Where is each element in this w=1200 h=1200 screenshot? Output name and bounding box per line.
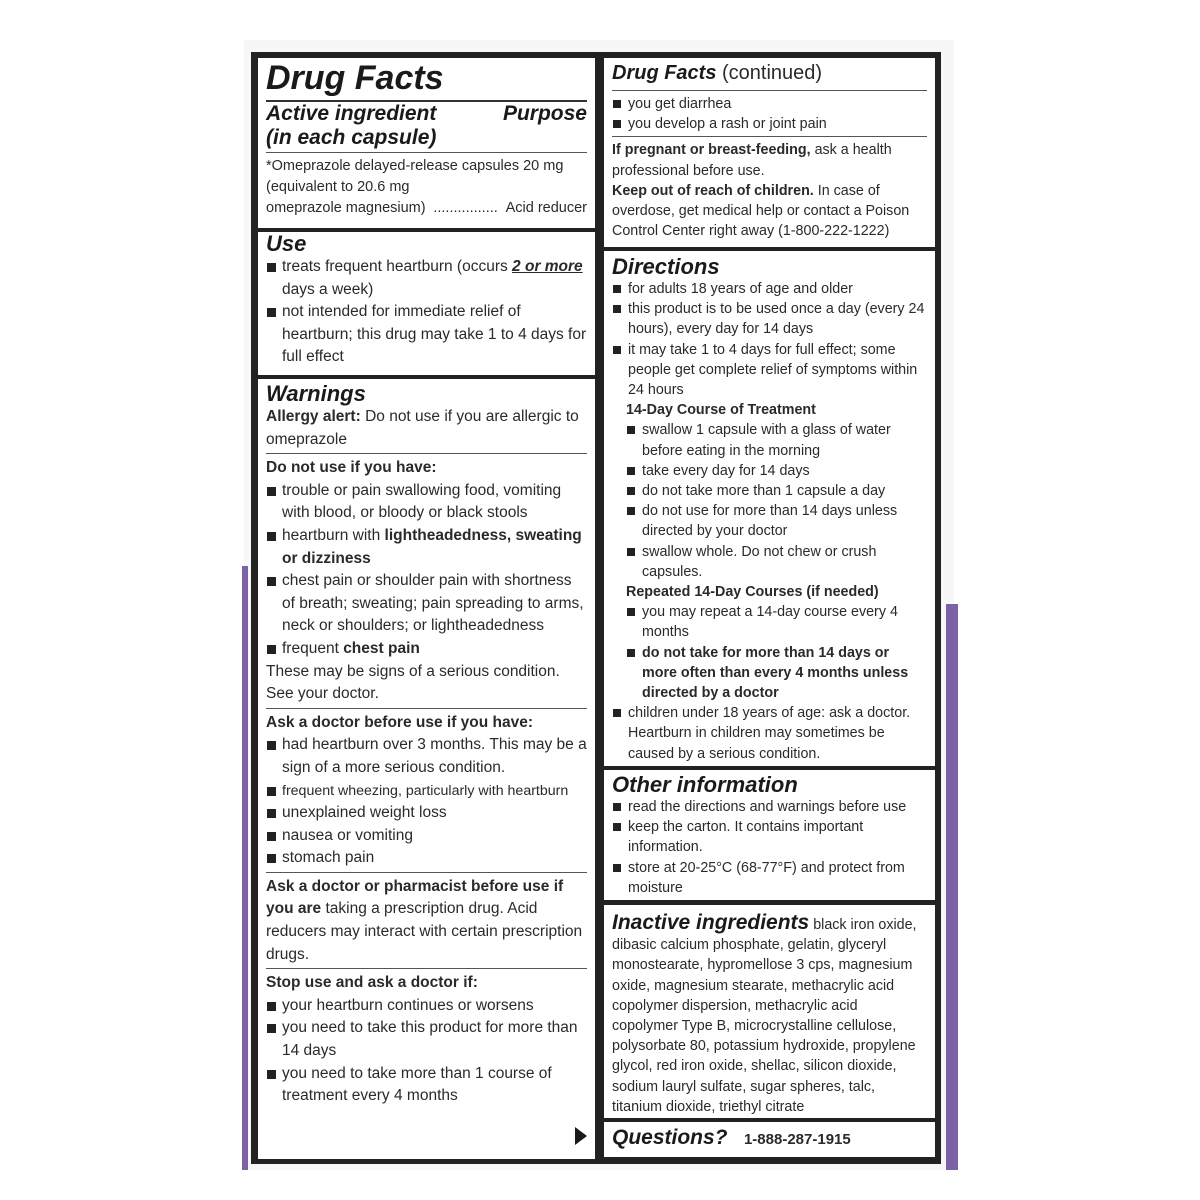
list-item: do not take for more than 14 days or more often than every 4 months unless directed by a doctor	[626, 643, 927, 704]
active-ingredient-text: *Omeprazole delayed-release capsules 20 mg (equivalent to 20.6 mg omeprazole magnesium) ................ Acid reducer	[266, 156, 587, 219]
questions-phone: 1-888-287-1915	[743, 1131, 851, 1148]
keep-out-of-reach: Keep out of reach of children. In case of overdose, get medical help or contact a Poison Control Center right away (1-800-222-1222)	[612, 182, 910, 240]
list-item: children under 18 years of age: ask a doctor. Heartburn in children may sometimes be caused by a serious condition.	[612, 703, 927, 764]
use-list	[266, 256, 587, 369]
list-item: you develop a rash or joint pain	[612, 114, 927, 134]
list-item: frequent wheezing, particularly with heartburn	[266, 780, 587, 803]
divider	[612, 136, 927, 137]
list-item: nausea or vomiting	[266, 825, 587, 848]
directions-list	[612, 279, 927, 764]
continued-title: Drug Facts (continued)	[612, 62, 823, 84]
list-item: store at 20-25°C (68-77°F) and protect from moisture	[612, 858, 927, 898]
other-information-heading: Other information	[612, 772, 798, 797]
list-item: do not use for more than 14 days unless directed by your doctor	[626, 501, 927, 541]
questions-panel	[604, 1122, 935, 1157]
ask-pharmacist-section: Ask a doctor or pharmacist before use if you are taking a prescription drug. Acid reducers may interact with certain prescription drugs.	[266, 877, 583, 963]
ask-doctor-section: Ask a doctor before use if you have: had heartburn over 3 months. This may be a sign of a more serious condition. frequent wheezing, particularly with heartburn unexplained weight loss nausea or vomiting stomach pain	[266, 712, 587, 870]
divider	[266, 453, 587, 454]
allergy-alert: Allergy alert: Do not use if you are allergic to omeprazole	[266, 408, 579, 448]
active-ingredient-panel	[258, 58, 595, 228]
do-not-use-section: Do not use if you have: trouble or pain swallowing food, vomiting with blood, or bloody or black stools heartburn with lightheadedness, sweating or dizziness chest pain or shoulder pain with shortness of breath; sweating; pain spreading to arms, neck or shoulders; or lightheadedness frequent chest pain These may be signs of a serious condition. See your doctor.	[266, 457, 587, 706]
list-item: heartburn with lightheadedness, sweating or dizziness	[266, 525, 587, 570]
list-item: you need to take this product for more than 14 days	[266, 1017, 587, 1062]
active-ingredient-header	[266, 102, 587, 150]
divider	[266, 872, 587, 873]
warnings-panel	[258, 379, 595, 1159]
warnings-heading: Warnings	[266, 381, 366, 406]
list-item: do not take more than 1 capsule a day	[626, 481, 927, 501]
list-item: you get diarrhea	[612, 94, 927, 114]
carton-edge-right	[946, 604, 958, 1170]
list-item: treats frequent heartburn (occurs 2 or more days a week)	[266, 256, 587, 301]
list-item: swallow whole. Do not chew or crush capsules.	[626, 542, 927, 582]
list-item: swallow 1 capsule with a glass of water before eating in the morning	[626, 420, 927, 460]
pregnancy-warning: If pregnant or breast-feeding, ask a health professional before use.	[612, 142, 892, 179]
directions-heading: Directions	[612, 254, 720, 279]
directions-panel	[604, 251, 935, 766]
list-item: unexplained weight loss	[266, 802, 587, 825]
use-panel	[258, 232, 595, 375]
continued-arrow-icon	[575, 1127, 587, 1145]
inactive-ingredients: Inactive ingredients black iron oxide, dibasic calcium phosphate, gelatin, glyceryl monostearate, hypromellose 3 cps, magnesium oxide, magnesium stearate, methacrylic acid copolymer dispersion, methacrylic acid copolymer Type B, microcrystalline cellulose, polysorbate 80, potassium hydroxide, propylene glycol, red iron oxide, shellac, silicon dioxide, sodium lauryl sulfate, sugar spheres, talc, titanium dioxide, triethyl citrate	[612, 911, 917, 1115]
stop-use-section: Stop use and ask a doctor if: your heartburn continues or worsens you need to take this product for more than 14 days you need to take more than 1 course of treatment every 4 months	[266, 972, 587, 1108]
carton-edge-left	[242, 566, 248, 1170]
list-item: keep the carton. It contains important information.	[612, 817, 927, 857]
use-heading: Use	[266, 232, 307, 256]
list-item: you need to take more than 1 course of treatment every 4 months	[266, 1063, 587, 1108]
list-item: had heartburn over 3 months. This may be a sign of a more serious condition.	[266, 734, 587, 779]
course-section: 14-Day Course of Treatment swallow 1 capsule with a glass of water before eating in the morning take every day for 14 days do not take more than 1 capsule a day do not use for more than 14 days unless directed by your doctor swallow whole. Do not chew or crush capsules. Repeated 14-Day Courses (if needed) you may repeat a 14-day course every 4 months do not take for more than 14 days or more often than every 4 months unless directed by a doctor	[612, 400, 927, 703]
list-item: for adults 18 years of age and older	[612, 279, 927, 299]
drug-facts-continued-panel	[604, 58, 935, 247]
list-item: take every day for 14 days	[626, 461, 927, 481]
other-information-list	[612, 797, 927, 898]
divider	[266, 152, 587, 153]
list-item: your heartburn continues or worsens	[266, 995, 587, 1018]
list-item: read the directions and warnings before use	[612, 797, 927, 817]
purpose-value: Acid reducer	[505, 200, 587, 216]
list-item: chest pain or shoulder pain with shortness of breath; sweating; pain spreading to arms, neck or shoulders; or lightheadedness	[266, 570, 587, 638]
list-item: trouble or pain swallowing food, vomiting with blood, or bloody or black stools	[266, 480, 587, 525]
purpose-heading: Purpose	[502, 102, 587, 125]
list-item: this product is to be used once a day (every 24 hours), every day for 14 days	[612, 299, 927, 339]
divider	[266, 708, 587, 709]
list-item: it may take 1 to 4 days for full effect; some people get complete relief of symptoms within 24 hours	[612, 340, 927, 401]
continued-list	[612, 94, 927, 134]
list-item: you may repeat a 14-day course every 4 months	[626, 602, 927, 642]
list-item: stomach pain	[266, 847, 587, 870]
inactive-ingredients-heading: Inactive ingredients	[612, 911, 810, 934]
divider	[266, 968, 587, 969]
active-ingredient-heading: Active ingredient (in each capsule)	[266, 102, 437, 149]
other-information-panel	[604, 770, 935, 900]
list-item: not intended for immediate relief of heartburn; this drug may take 1 to 4 days for full effect	[266, 301, 587, 369]
inactive-ingredients-panel	[604, 905, 935, 1118]
questions-label: Questions?	[612, 1126, 728, 1149]
drug-facts-title: Drug Facts	[266, 59, 444, 97]
divider	[612, 90, 927, 91]
list-item: frequent chest pain	[266, 638, 587, 661]
drug-facts-label	[251, 52, 941, 1164]
